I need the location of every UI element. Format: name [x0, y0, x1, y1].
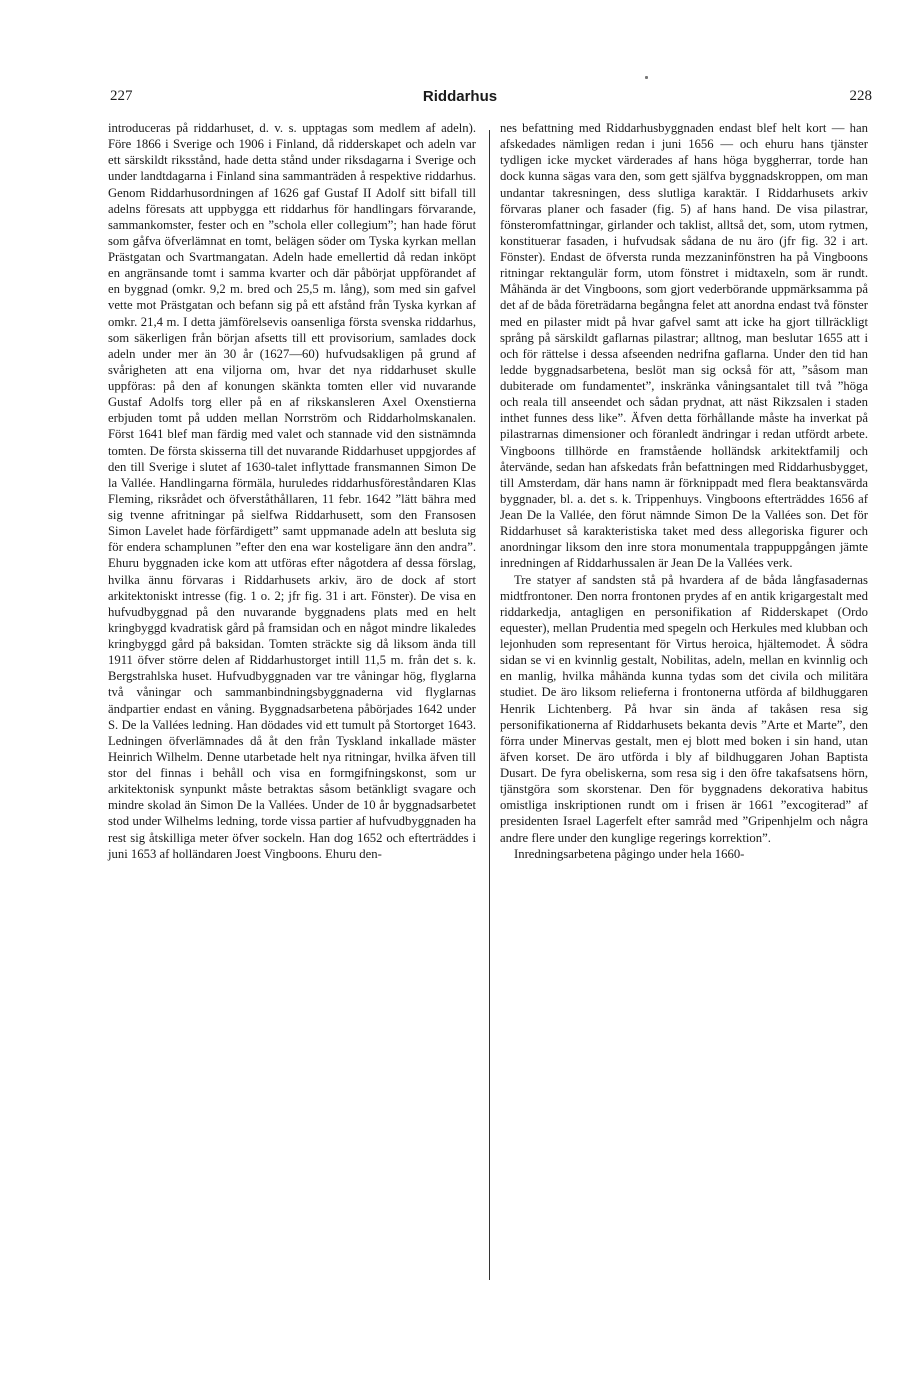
- scan-speck: [645, 76, 648, 79]
- right-paragraph-3: Inredningsarbetena pågingo under hela 1660-: [514, 846, 745, 861]
- right-paragraph-1: nes befattning med Riddarhusbyggnaden endast blef helt kort — han afskedades nämligen redan i juni 1656 — och ehuru hans tjänster tydligen icke mycket värderades af hans höga byggherrar, torde han dock kunna sägas vara den, som gett själfva byggnadskroppen, om man undantar takresningen, dess slutliga karaktär. I Riddarhusets arkiv förvaras planer och fasader (fig. 5) af hans hand. De visa pilastrar, fönsteromfattningar, girlander och taklist, alltså det, som, utom rytmen, konstituerar fasaden, i hufvudsak sådana de nu äro (jfr fig. 32 i art. Fönster). Endast de öfversta runda mezzaninfönstren ha på Vingboons ritningar rektangulär form, utom fönstret i midtaxeln, som är rundt. Måhända är det Vingboons, som gjort vederbörande uppmärksamma på det af de båda företrädarna begångna felet att anordna endast två fönster med en pilaster midt på hvar gafvel samt att icke ha gjort tillräckligt språng på särskildt gaflarnas pilastrar; alltnog, man beslutar 1655 att i och för rättelse i dessa afseenden nedrifna gaflarna. Under den tid han ledde byggnadsarbetena, beslöt man sig också för att, ”såsom man dubiterade om fundamentet”, inskränka våningsantalet till två ”höga och reala till anseendet och sådan prydnat, att näst Rikzsalen i staden inthet funnes dess like”. Äfven detta förhållande måste ha inverkat på pilastrarnas dimensioner och föranledt ändringar i redan utfördt arbete. Vingboons tillhörde en framstående holländsk arkitektfamilj och återvände, sedan han afskedats från befattningen med Riddarhusbygget, till Amsterdam, där hans namn är förknippadt med flera beaktansvärda byggnader, bl. a. det s. k. Trippenhuys. Vingboons efterträddes 1656 af Jean De la Vallée, den förut nämnde Simon De la Vallées son. Det för Riddarhuset så karakteristiska taket med dess allegoriska figurer och anordningar liksom den inre stora monumentala trappuppgången jämte inredningen af Riddarhussalen är Jean De la Vallées verk.: [500, 121, 868, 571]
- left-column: [108, 120, 476, 862]
- right-page-number: 228: [849, 88, 872, 104]
- running-title: Riddarhus: [422, 88, 498, 105]
- column-divider: [489, 130, 490, 1280]
- right-paragraph-2: Tre statyer af sandsten stå på hvardera af de båda långfasadernas midtfrontoner. Den norra frontonen prydes af en antik krigargestalt med riddarkedja, antagligen en personifikation af Ridderskapet (Ordo equester), mellan Prudentia med spegeln och Herkules med klubban och lejonhuden som representant för Virtus heroica, hjältemodet. Å södra sidan se vi en kvinnlig gestalt, Nobilitas, adeln, mellan en kvinnlig och en manlig, hvilka måhända kunna tydas som det civila och militära studiet. De äro liksom relieferna i frontonerna utförda af bildhuggaren Henrik Lichtenberg. På hvar sin ända af takåsen resa sig personifikationerna af Riddarhusets bekanta devis ”Arte et Marte”, den förra under Minervas gestalt, men ej blott med boken i sin hand, utan äfven korset. De äro utförda i bly af bildhuggaren Johan Baptista Dusart. De fyra obeliskerna, som resa sig i den öfre takafsatsens hörn, tjänstgöra som skorstenar. Den för byggnadens dekorativa habitus omistliga inskriptionen rundt om i frisen är 1661 ”excogiterad” af presidenten Israel Lagerfelt efter samråd med ”Gripenhjelm och några andre flere under den kunglige regerings korrektion”.: [500, 572, 868, 845]
- right-column: [500, 120, 868, 862]
- left-page-number: 227: [110, 88, 133, 104]
- left-paragraph-1: introduceras på riddarhuset, d. v. s. upptagas som medlem af adeln). Före 1866 i Sverige och 1906 i Finland, då ridderskapet och adeln var ett särskildt riksstånd, hade detta stånd under riksdagarna i Sverige och under landtdagarna i Finland sina sammanträden å respektive riddarhus. Genom Riddarhusordningen af 1626 gaf Gustaf II Adolf sitt bifall till adelns föresats att uppbygga ett riddarhus för handlingars förvarande, sammankomster, fester och en ”schola eller collegium”; han hade förut som gåfva öfverlämnat en tomt, belägen söder om Tyska kyrkan mellan Prästgatan och Svartmangatan. Adeln hade emellertid då redan inköpt en angränsande tomt i samma kvarter och där påbörjat uppförandet af en byggnad (omkr. 9,2 m. bred och 25,5 m. lång), som med sin gafvel vette mot Prästgatan och befann sig på ett afstånd från Tyska kyrkan af omkr. 21,4 m. I detta jämförelsevis oansenliga första svenska riddarhus, som säkerligen från början afsetts till ett provisorium, samlades dock adeln under mer än 30 år (1627—60) hufvudsakligen på grund af svårigheten att ena viljorna om, hvar det nya riddarhuset skulle uppföras: på den af konungen skänkta tomten eller vid nuvarande Gustaf Adolfs torg eller på en af rikskansleren Axel Oxenstierna erbjuden tomt på udden mellan Norrström och Riddarholmskanalen. Först 1641 blef man färdig med valet och stannade vid den sistnämnda tomten. De första skisserna till det nuvarande Riddarhuset uppgjordes af den till Sverige i slutet af 1630-talet inflyttade fransmannen Simon De la Vallée. Handlingarna förmäla, huruledes riddarhusföreståndaren Klas Fleming, riksrådet och öfverståthållaren, 11 febr. 1642 ”lätt bähra med sig tvenne afritningar på sielfwa Riddarhusett, som den Fransosen Simon Lavelet hade förfärdigett” samt uppmanade adeln att besluta sig för endera schamplunen ”efter den ena war kosteligare änn den andra”. Ehuru byggnaden icke kom att utföras efter någotdera af dessa förslag, hvilka ännu förvaras i Riddarhusets arkiv, äro de dock af stort arkitektoniskt intresse (fig. 1 o. 2; jfr fig. 31 i art. Fönster). De visa en hufvudbyggnad på den nuvarande byggnadens plats med en helt kringbyggd kvadratisk gård på framsidan och en något mindre likaledes kringbyggd gård på baksidan. Tomten sträckte sig då liksom ända till 1911 öfver större delen af Riddarhustorget intill 11,5 m. från det s. k. Bergstrahlska huset. Hufvudbyggnaden var tre våningar hög, flyglarna två våningar och sammanbindningsbyggnaderna vid flyglarnas ändpartier endast en våning. Byggnadsarbetena påbörjades 1642 under S. De la Vallées ledning. Han dödades vid ett tumult på Stortorget 1643. Ledningen öfverlämnades då åt den från Tyskland inkallade mäster Heinrich Wilhelm. Denne utarbetade helt nya ritningar, hvilka äfven till stor del finnas i behåll och visa en formgifningskonst, som ur arkitektonisk synpunkt måste betraktas såsom betänkligt svagare och mindre skolad än Simon De la Vallées. Under de 10 år byggnadsarbetet stod under Wilhelms ledning, torde vissa partier af hufvudbyggnaden ha rest sig åtskilliga meter öfver sockeln. Han dog 1652 och efterträddes i juni 1653 af holländaren Joest Vingboons. Ehuru den-: [108, 121, 476, 861]
